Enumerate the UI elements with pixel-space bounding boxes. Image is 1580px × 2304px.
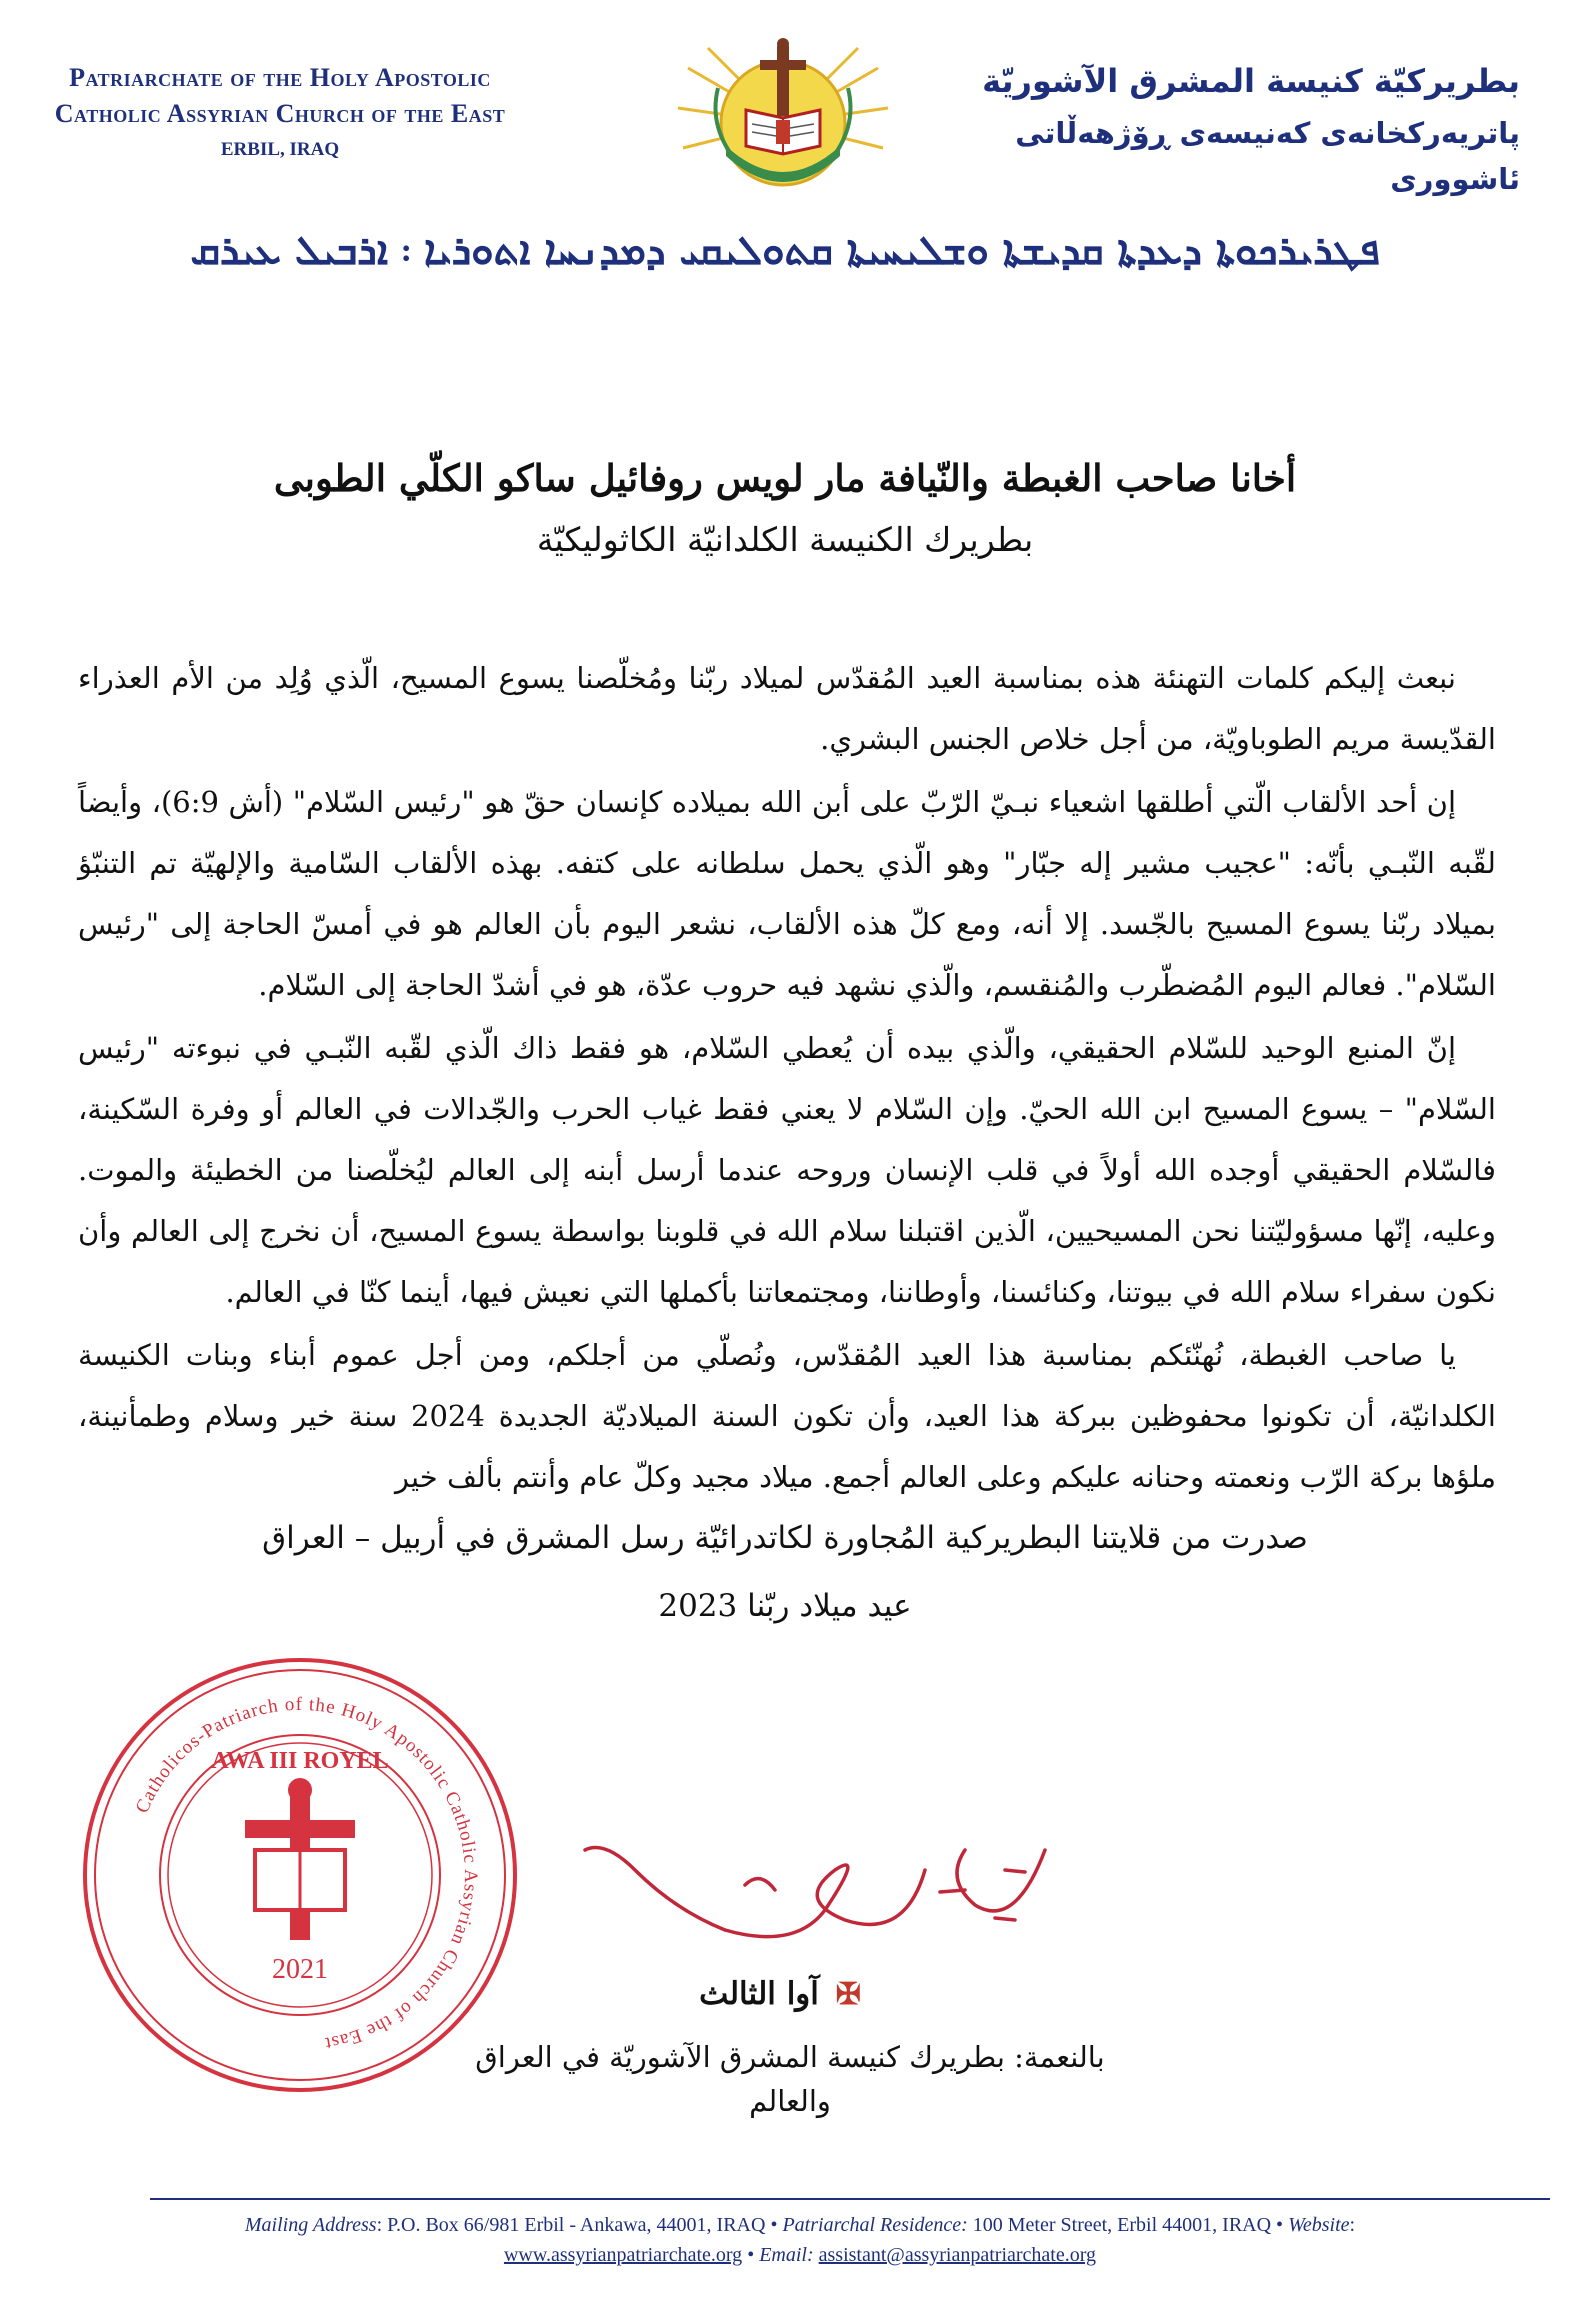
header-location: ERBIL, IRAQ bbox=[220, 139, 340, 160]
mailing-address-value: : P.O. Box 66/981 Erbil - Ankawa, 44001, IRAQ • bbox=[376, 2214, 783, 2236]
website-colon: : bbox=[1349, 2214, 1356, 2236]
website-link[interactable]: www.assyrianpatriarchate.org bbox=[503, 2244, 743, 2266]
body-paragraph-3: إنّ المنبع الوحيد للسّلام الحقيقي، والّذي بيده أن يُعطي السّلام، هو فقط ذاك الّذي لقّبه النّبـي في نبوءته "رئيس السّلام" – يسوع المسيح ابن الله الحيّ. وإن السّلام لا يعني فقط غياب الحرب والجّدالات في العالم أو وفرة السّكينة، فالسّلام الحقيقي أوجده الله أولاً في قلب الإنسان وروحه عندما أرسل أبنه إلى العالم ليُخلّصنا من الخطيئة والموت. وعليه، إنّها مسؤوليّتنا نحن المسيحيين، الّذين اقتبلنا سلام الله في قلوبنا بواسطة يسوع المسيح، أن نخرج إلى العالم وأن نكون سفراء سلام الله في بيوتنا، وكنائسنا، وأوطاننا، ومجتمعاتنا بأكملها التي نعيش فيها، أينما كنّا في العالم. bbox=[78, 1031, 1496, 1309]
header-kurdish-title: پاتريەرکخانەی کەنیسەی ڕۆژهەڵاتی ئاشووری bbox=[1015, 116, 1520, 196]
mailing-address-label: Mailing Address bbox=[244, 2214, 377, 2236]
church-emblem-logo bbox=[668, 28, 898, 198]
website-label: Website bbox=[1288, 2214, 1350, 2236]
body-paragraph-2: إن أحد الألقاب الّتي أطلقها اشعياء نبـيّ الرّبّ على أبن الله بميلاده كإنسان حقّ هو "رئيس السّلام" (أش 6:9)، وأيضاً لقّبه النّبـي بأنّه: "عجيب مشير إله جبّار" وهو الّذي يحمل سلطانه على كتفه. بهذه الألقاب السّامية والإلهيّة تم التنبّؤ بميلاد ربّنا يسوع المسيح بالجّسد. إلا أنه، ومع كلّ هذه الألقاب، نشعر اليوم بأن العالم هو في أمسّ الحاجة إلى "رئيس السّلام". فعالم اليوم المُضطّرب والمُنقسم، والّذي نشهد فيه حروب عدّة، هو في أشدّ الحاجة إلى السّلام. bbox=[78, 785, 1496, 1002]
email-label: Email: bbox=[759, 2244, 814, 2266]
residence-value: 100 Meter Street, Erbil 44001, IRAQ • bbox=[967, 2214, 1289, 2236]
header-title-line1: Patriarchate of the Holy Apostolic bbox=[69, 63, 491, 92]
footer-divider bbox=[150, 2198, 1550, 2200]
header-arabic-kurdish bbox=[960, 58, 1520, 202]
cross-icon: ✠ bbox=[835, 1977, 861, 2012]
date-line: عيد ميلاد ربّنا 2023 bbox=[658, 1588, 912, 1624]
footer-contact bbox=[95, 2210, 1505, 2270]
email-link[interactable]: assistant@assyrianpatriarchate.org bbox=[818, 2244, 1097, 2266]
body-paragraph-1: نبعث إليكم كلمات التهنئة هذه بمناسبة العيد المُقدّس لميلاد ربّنا ومُخلّصنا يسوع المسيح، الّذي وُلِد من الأم العذراء القدّيسة مريم الطوباويّة، من أجل خلاص الجنس البشري. bbox=[78, 661, 1496, 756]
seal-ring-text: Catholicos-Patriarch of the Holy Apostolic Catholic Assyrian Church of the East bbox=[131, 1693, 482, 2055]
signer-title: بالنعمة: بطريرك كنيسة المشرق الآشوريّة في العراق والعالم bbox=[475, 2040, 1105, 2118]
seal-book-icon bbox=[255, 1850, 345, 1910]
signer-name-block bbox=[580, 1972, 980, 2017]
addressee-block bbox=[80, 452, 1490, 566]
header-arabic-title: بطريركيّة كنيسة المشرق الآشوريّة bbox=[982, 62, 1520, 100]
signer-name: آوا الثالث bbox=[699, 1976, 819, 2012]
patriarchal-seal-stamp bbox=[75, 1650, 525, 2100]
header-syriac-title: ܦܛܪܝܪܟܘܬܐ ܕܥܕܬܐ ܩܕܝܫܬܐ ܘܫܠܝܚܝܬܐ ܩܬܘܠܝܩܝ ܕܡܕܢܚܐ ܐܬܘܪܝܐ ܃ ܐܪܒܝܠ ܥܝܪܩ bbox=[190, 228, 1380, 274]
footer-line2 bbox=[95, 2240, 1505, 2270]
seal-name: AWA III ROYEL bbox=[211, 1748, 389, 1774]
footer-line1 bbox=[95, 2210, 1505, 2240]
seal-year: 2021 bbox=[272, 1954, 328, 1985]
closing-block bbox=[80, 1510, 1490, 1634]
body-paragraph-4: يا صاحب الغبطة، نُهنّئكم بمناسبة هذا العيد المُقدّس، ونُصلّي من أجلكم، ومن أجل عموم أبناء وبنات الكنيسة الكلدانيّة، أن تكونوا محفوظين ببركة هذا العيد، وأن تكون السنة الميلاديّة الجديدة 2024 سنة خير وسلام وطمأنينة، ملؤها بركة الرّب ونعمته وحنانه عليكم وعلى العالم أجمع. ميلاد مجيد وكلّ عام وأنتم بألف خير bbox=[78, 1338, 1496, 1494]
addressee-title: بطريرك الكنيسة الكلدانيّة الكاثوليكيّة bbox=[536, 520, 1034, 559]
footer-separator: • bbox=[742, 2244, 760, 2266]
header-title-line2: Catholic Assyrian Church of the East bbox=[54, 99, 506, 128]
residence-label: Patriarchal Residence: bbox=[782, 2214, 968, 2236]
letter-body bbox=[78, 648, 1496, 1510]
header-english bbox=[20, 60, 540, 166]
issued-from-line: صدرت من قلايتنا البطريركية المُجاورة لكاتدرائيّة رسل المشرق في أربيل – العراق bbox=[262, 1520, 1308, 1556]
addressee-name: أخانا صاحب الغبطة والنّيافة مار لويس روفائيل ساكو الكلّي الطوبى bbox=[273, 456, 1297, 500]
book-icon bbox=[746, 110, 820, 154]
handwritten-signature bbox=[545, 1810, 1065, 1960]
